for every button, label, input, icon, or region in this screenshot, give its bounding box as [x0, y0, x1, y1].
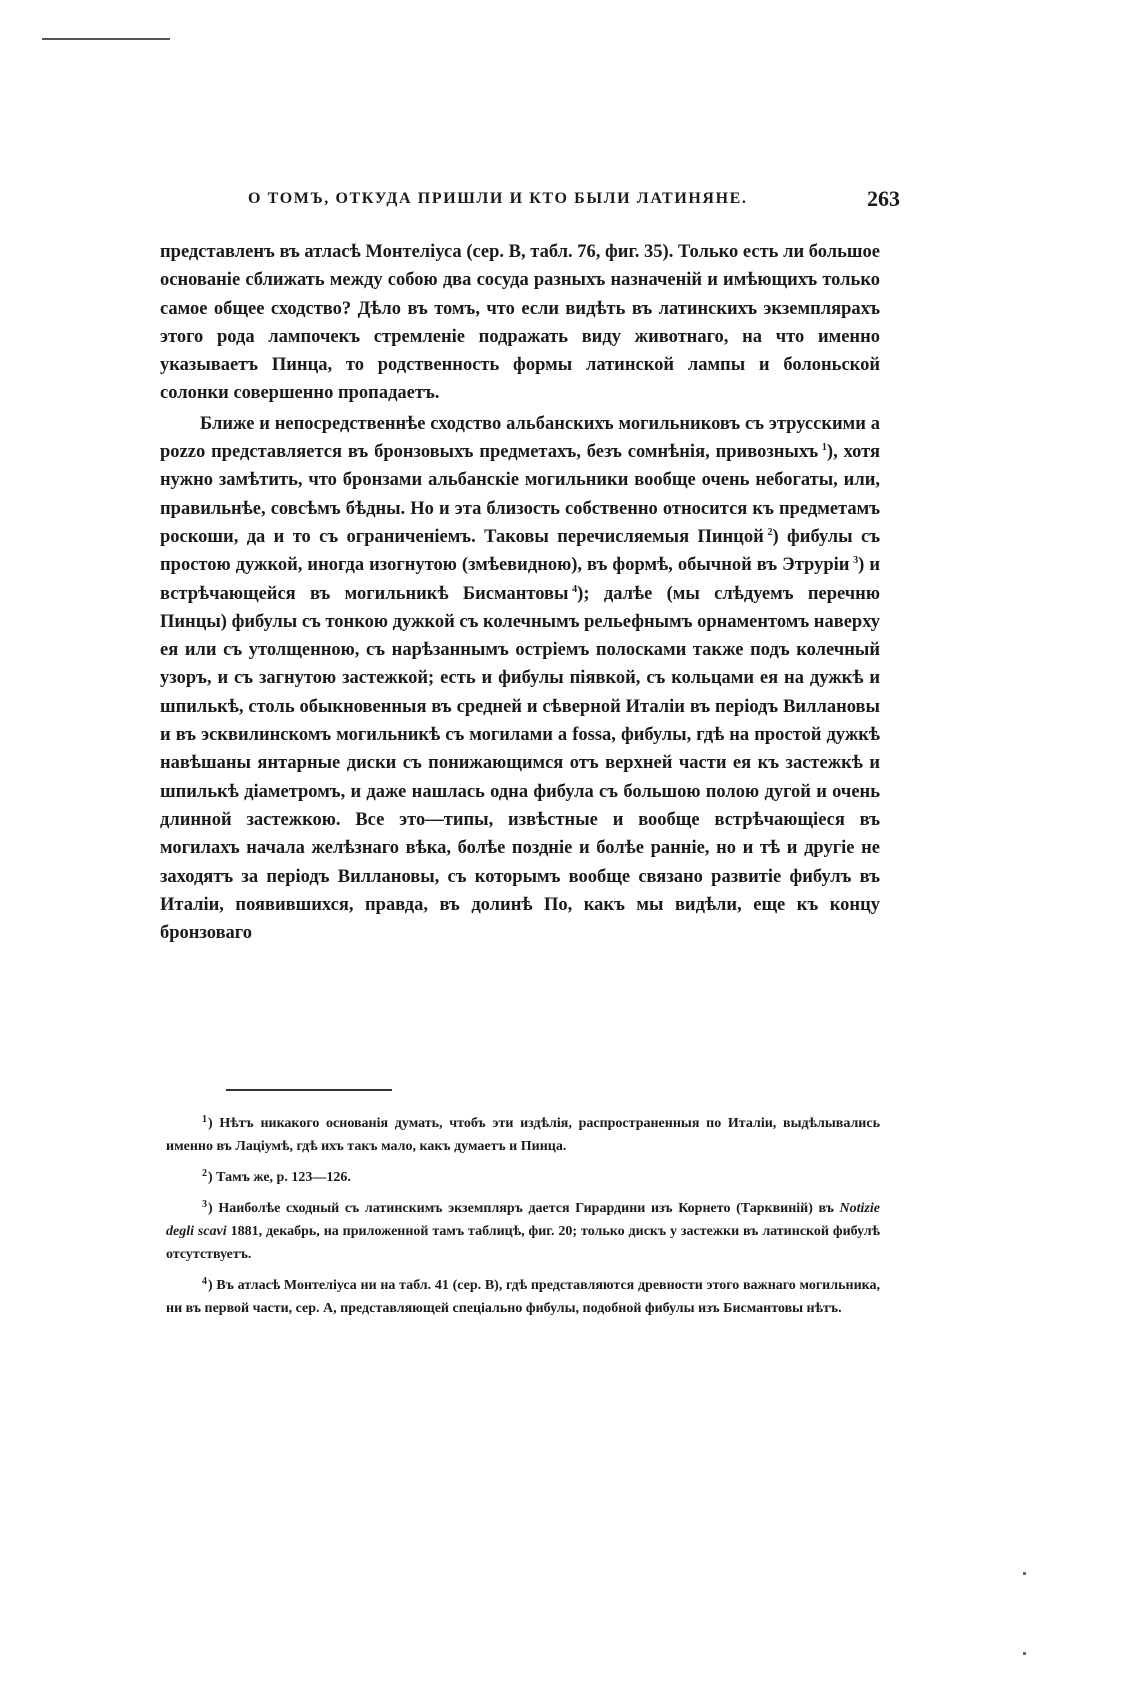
- paragraph-2: [160, 410, 880, 948]
- footnote-4-text: Въ атласѣ Монтеліуса ни на табл. 41 (сер. В), гдѣ представляются древности этого важнаго могильника, ни въ первой части, сер. А, представляющей спеціально фибулы, подобной фибулы изъ Бисмантовы нѣтъ.: [166, 1278, 880, 1316]
- paragraph-2-part-a: Ближе и непосредственнѣе сходство альбанскихъ могильниковъ съ этрусскими a pozzo представляется въ бронзовыхъ предметахъ, безъ сомнѣнія, привозныхъ: [160, 413, 880, 463]
- page-number: 263: [867, 186, 900, 211]
- footnote-1-text: Нѣтъ никакого основанія думать, чтобъ эти издѣлія, распространенныя по Италіи, выдѣлывались именно въ Лаціумѣ, гдѣ ихъ такъ мало, какъ думаетъ и Пинца.: [166, 1116, 880, 1154]
- footnote-3: $^3$) Наиболѣе сходный съ латинскимъ экземпляръ дается Гирардини изъ Корнето (Тарквиній) въ Notizie degli scavi 1881, декабрь, на приложенной тамъ таблицѣ, фиг. 20; только дискъ у застежки въ латинской фибулѣ отсутствуетъ.: [166, 1199, 881, 1262]
- footnote-1: $^1$) Нѣтъ никакого основанія думать, чтобъ эти издѣлія, распространенныя по Италіи, выдѣлывались именно въ Лаціумѣ, гдѣ ихъ такъ мало, какъ думаетъ и Пинца.: [166, 1114, 880, 1154]
- footnote-separator: [226, 1089, 392, 1091]
- footnote-3-text-b: 1881, декабрь, на приложенной тамъ таблицѣ, фиг. 20; только дискъ у застежки въ латинской фибулѣ отсутствуетъ.: [166, 1224, 881, 1262]
- paragraph-2-part-e: ); далѣе (мы слѣдуемъ перечню Пинцы) фибулы съ тонкою дужкой съ колечнымъ рельефнымъ орнаментомъ наверху ея или съ утолщенною, съ нарѣзаннымъ остріемъ полосками также подъ колечный узоръ, и съ загнутою застежкой; есть и фибулы піявкой, съ кольцами ея на дужкѣ и шпилькѣ, столь обыкновенныя въ средней и сѣверной Италіи въ періодъ Виллановы и въ эсквилинскомъ могильникѣ съ могилами a fossa, фибулы, гдѣ на простой дужкѣ навѣшаны янтарные диски съ понижающимся отъ верхней части ея къ застежкѣ и шпилькѣ діаметромъ, и даже нашлась одна фибула съ большою полою дугой и очень длинной застежкою. Все это—типы, извѣстные и вообще встрѣчающіеся въ могилахъ начала желѣзнаго вѣка, болѣе поздніе и болѣе ранніе, но и тѣ и другіе не заходятъ за періодъ Виллановы, съ которымъ вообще связано развитіе фибулъ въ Италіи, появившихся, правда, въ долинѣ По, какъ мы видѣли, еще къ концу бронзоваго: [160, 583, 880, 944]
- scan-artifact-dot: [1023, 1572, 1026, 1575]
- paragraph-2-part-d: ) и встрѣчающейся въ могильникѣ Бисмантовы: [160, 555, 880, 604]
- footnote-2-marker: 2: [202, 1168, 207, 1179]
- page-header: [180, 186, 900, 216]
- paragraph-1: представленъ въ атласѣ Монтеліуса (сер. В, табл. 76, фиг. 35). Только есть ли большое основаніе сближать между собою два сосуда разныхъ назначеній и имѣющихъ только самое общее сходство? Дѣло въ томъ, что если видѣть въ латинскихъ экземплярахъ этого рода лампочекъ стремленіе подражать виду животнаго, на что именно указываетъ Пинца, то родственность формы латинской лампы и болоньской солонки совершенно пропадаетъ.: [160, 242, 880, 404]
- footnote-ref-2: 2: [767, 526, 773, 538]
- footnote-1-marker: 1: [202, 1114, 207, 1125]
- scan-artifact-dot: [1023, 1652, 1026, 1655]
- footnote-2-text: Тамъ же, р. 123—126.: [216, 1170, 351, 1185]
- top-margin-rule: [42, 38, 170, 40]
- running-title: О ТОМЪ, ОТКУДА ПРИШЛИ И КТО БЫЛИ ЛАТИНЯНЕ.: [248, 190, 748, 207]
- paragraph-2-part-b: ), хотя нужно замѣтить, что бронзами альбанскіе могильники вообще очень небогаты, или, правильнѣе, совсѣмъ бѣдны. Но и эта близость собственно относится къ предметамъ роскоши, да и то съ ограниченіемъ. Таковы перечисляемыя Пинцой: [160, 442, 880, 547]
- footnote-ref-1: 1: [821, 442, 827, 454]
- paragraph-2-part-c: ) фибулы съ простою дужкой, иногда изогнутою (змѣевидною), въ формѣ, обычной въ Этруріи: [160, 526, 880, 576]
- footnote-3-marker: 3: [202, 1199, 207, 1210]
- footnote-2: $^2$) Тамъ же, р. 123—126.: [202, 1168, 351, 1185]
- footnote-4: $^4$) Въ атласѣ Монтеліуса ни на табл. 41 (сер. В), гдѣ представляются древности этого важнаго могильника, ни въ первой части, сер. А, представляющей спеціально фибулы, подобной фибулы изъ Бисмантовы нѣтъ.: [166, 1276, 880, 1316]
- footnotes: [166, 1108, 880, 1320]
- footnote-3-text-a: Наиболѣе сходный съ латинскимъ экземпляръ дается Гирардини изъ Корнето (Тарквиній) въ: [218, 1201, 840, 1216]
- footnote-4-marker: 4: [202, 1276, 207, 1287]
- footnote-ref-3: 3: [853, 555, 859, 567]
- footnote-3-journal-title: Notizie degli scavi: [166, 1201, 880, 1239]
- main-text: [160, 238, 880, 947]
- footnote-ref-4: 4: [572, 583, 578, 595]
